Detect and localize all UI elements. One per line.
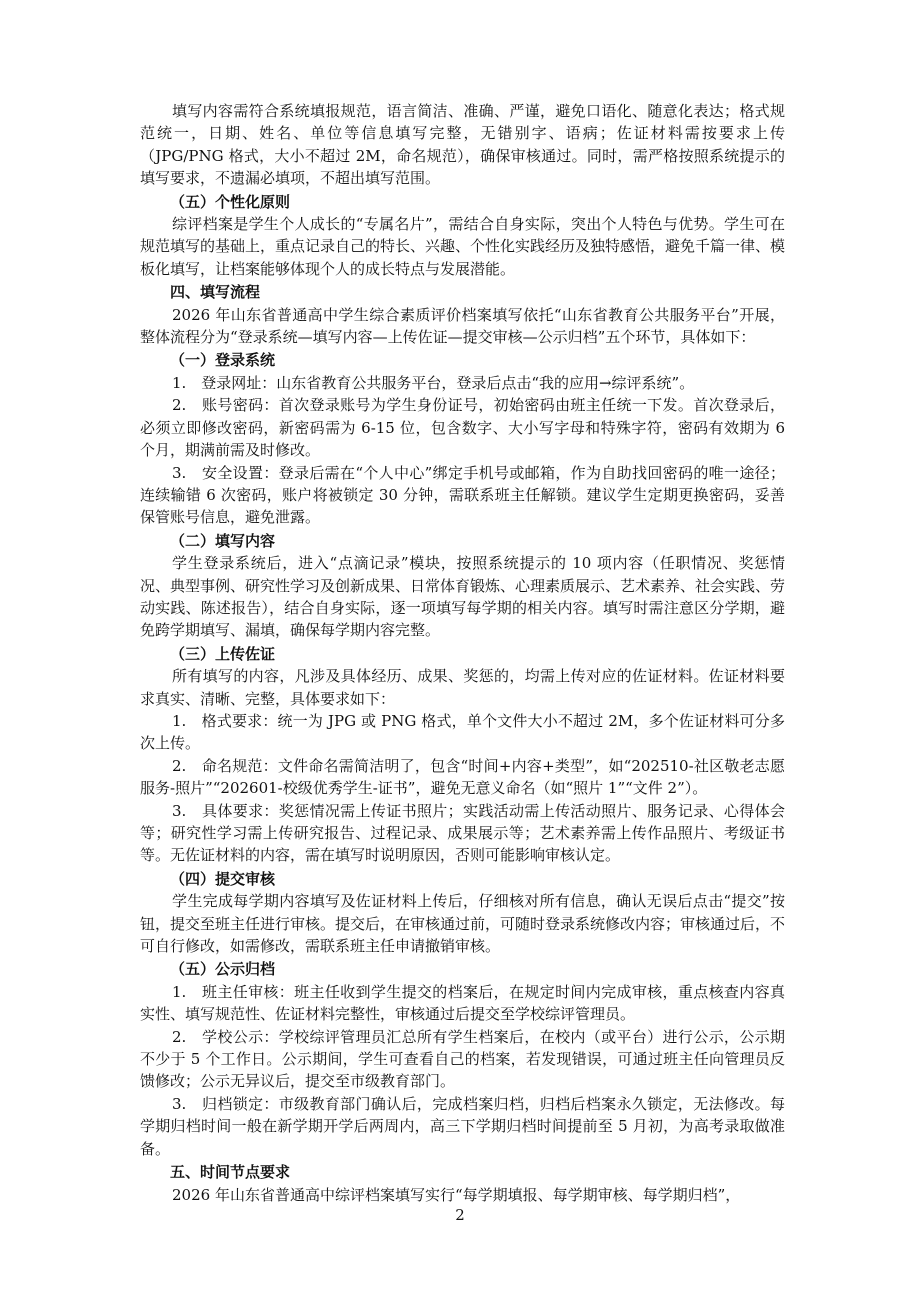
fill-paragraph: 学生登录系统后，进入“点滴记录”模块，按照系统提示的 10 项内容（任职情况、奖惩情况、典型事例、研究性学习及创新成果、日常体育锻炼、心理素质展示、艺术素养、社会实践、劳动实践、陈述报告），结合自身实际，逐一项填写每学期的相关内容。填写时需注意区分学期，避免跨学期填写、漏填，确保每学期内容完整。 <box>140 554 786 640</box>
submit-paragraph: 学生完成每学期内容填写及佐证材料上传后，仔细核对所有信息，确认无误后点击“提交”按钮，提交至班主任进行审核。提交后，在审核通过前，可随时登录系统修改内容；审核通过后，不可自行修改，如需修改，需联系班主任申请撤销审核。 <box>140 892 786 956</box>
heading-personalization: （五）个性化原则 <box>170 192 291 211</box>
login-item-1: 1. 登录网址：山东省教育公共服务平台，登录后点击“我的应用→综评系统”。 <box>172 373 695 392</box>
heading-archive: （五）公示归档 <box>170 960 276 979</box>
heading-login: （一）登录系统 <box>170 351 276 370</box>
timeline-paragraph: 2026 年山东省普通高中综评档案填写实行“每学期填报、每学期审核、每学期归档”， <box>172 1185 741 1204</box>
process-paragraph: 2026 年山东省普通高中学生综合素质评价档案填写依托“山东省教育公共服务平台”开展，整体流程分为“登录系统—填写内容—上传佐证—提交审核—公示归档”五个环节，具体如下： <box>140 305 785 347</box>
upload-paragraph: 所有填写的内容，凡涉及具体经历、成果、奖惩的，均需上传对应的佐证材料。佐证材料要求真实、清晰、完整，具体要求如下： <box>140 667 785 708</box>
upload-item-3: 3. 具体要求：奖惩情况需上传证书照片；实践活动需上传活动照片、服务记录、心得体会等；研究性学习需上传研究报告、过程记录、成果展示等；艺术素养需上传作品照片、考级证书等。无佐证材料的内容，需在填写时说明原因，否则可能影响审核认定。 <box>140 801 785 865</box>
login-item-3: 3. 安全设置：登录后需在“个人中心”绑定手机号或邮箱，作为自助找回密码的唯一途径；连续输错 6 次密码，账户将被锁定 30 分钟，需联系班主任解锁。建议学生定期更换密码，妥善保管账号信息，避免泄露。 <box>140 463 785 527</box>
page-number: 2 <box>455 1206 465 1224</box>
heading-fill: （二）填写内容 <box>170 531 276 550</box>
upload-item-2: 2. 命名规范：文件命名需简洁明了，包含“时间+内容+类型”，如“202510-社区敬老志愿服务-照片”“202601-校级优秀学生-证书”，避免无意义命名（如“照片 1”“文件 2”）。 <box>140 756 785 798</box>
intro-paragraph: 填写内容需符合系统填报规范，语言简洁、准确、严谨，避免口语化、随意化表达；格式规范统一，日期、姓名、单位等信息填写完整，无错别字、语病；佐证材料需按要求上传（JPG/PNG 格式，大小不超过 2M，命名规范），确保审核通过。同时，需严格按照系统提示的填写要求，不遗漏必填项，不超出填写范围。 <box>140 102 785 188</box>
archive-item-2: 2. 学校公示：学校综评管理员汇总所有学生档案后，在校内（或平台）进行公示，公示期不少于 5 个工作日。公示期间，学生可查看自己的档案，若发现错误，可通过班主任向管理员反馈修改；公示无异议后，提交至市级教育部门。 <box>140 1027 785 1091</box>
personalization-paragraph: 综评档案是学生个人成长的“专属名片”，需结合自身实际，突出个人特色与优势。学生可在规范填写的基础上，重点记录自己的特长、兴趣、个性化实践经历及独特感悟，避免千篇一律、模板化填写，让档案能够体现个人的成长特点与发展潜能。 <box>140 215 786 278</box>
heading-submit: （四）提交审核 <box>170 869 276 888</box>
section-heading-timeline: 五、时间节点要求 <box>170 1163 291 1182</box>
heading-upload: （三）上传佐证 <box>170 644 276 663</box>
archive-item-1: 1. 班主任审核：班主任收到学生提交的档案后，在规定时间内完成审核，重点核查内容真实性、填写规范性、佐证材料完整性，审核通过后提交至学校综评管理员。 <box>140 982 785 1024</box>
upload-item-1: 1. 格式要求：统一为 JPG 或 PNG 格式，单个文件大小不超过 2M，多个佐证材料可分多次上传。 <box>140 711 785 753</box>
section-heading-process: 四、填写流程 <box>170 283 261 302</box>
login-item-2: 2. 账号密码：首次登录账号为学生身份证号，初始密码由班主任统一下发。首次登录后，必须立即修改密码，新密码需为 6-15 位，包含数字、大小写字母和特殊字符，密码有效期为 6 个月，期满前需及时修改。 <box>140 396 785 460</box>
archive-item-3: 3. 归档锁定：市级教育部门确认后，完成档案归档，归档后档案永久锁定，无法修改。每学期归档时间一般在新学期开学后两周内，高三下学期归档时间提前至 5 月初，为高考录取做准备。 <box>140 1094 785 1158</box>
document-page <box>140 100 785 1206</box>
